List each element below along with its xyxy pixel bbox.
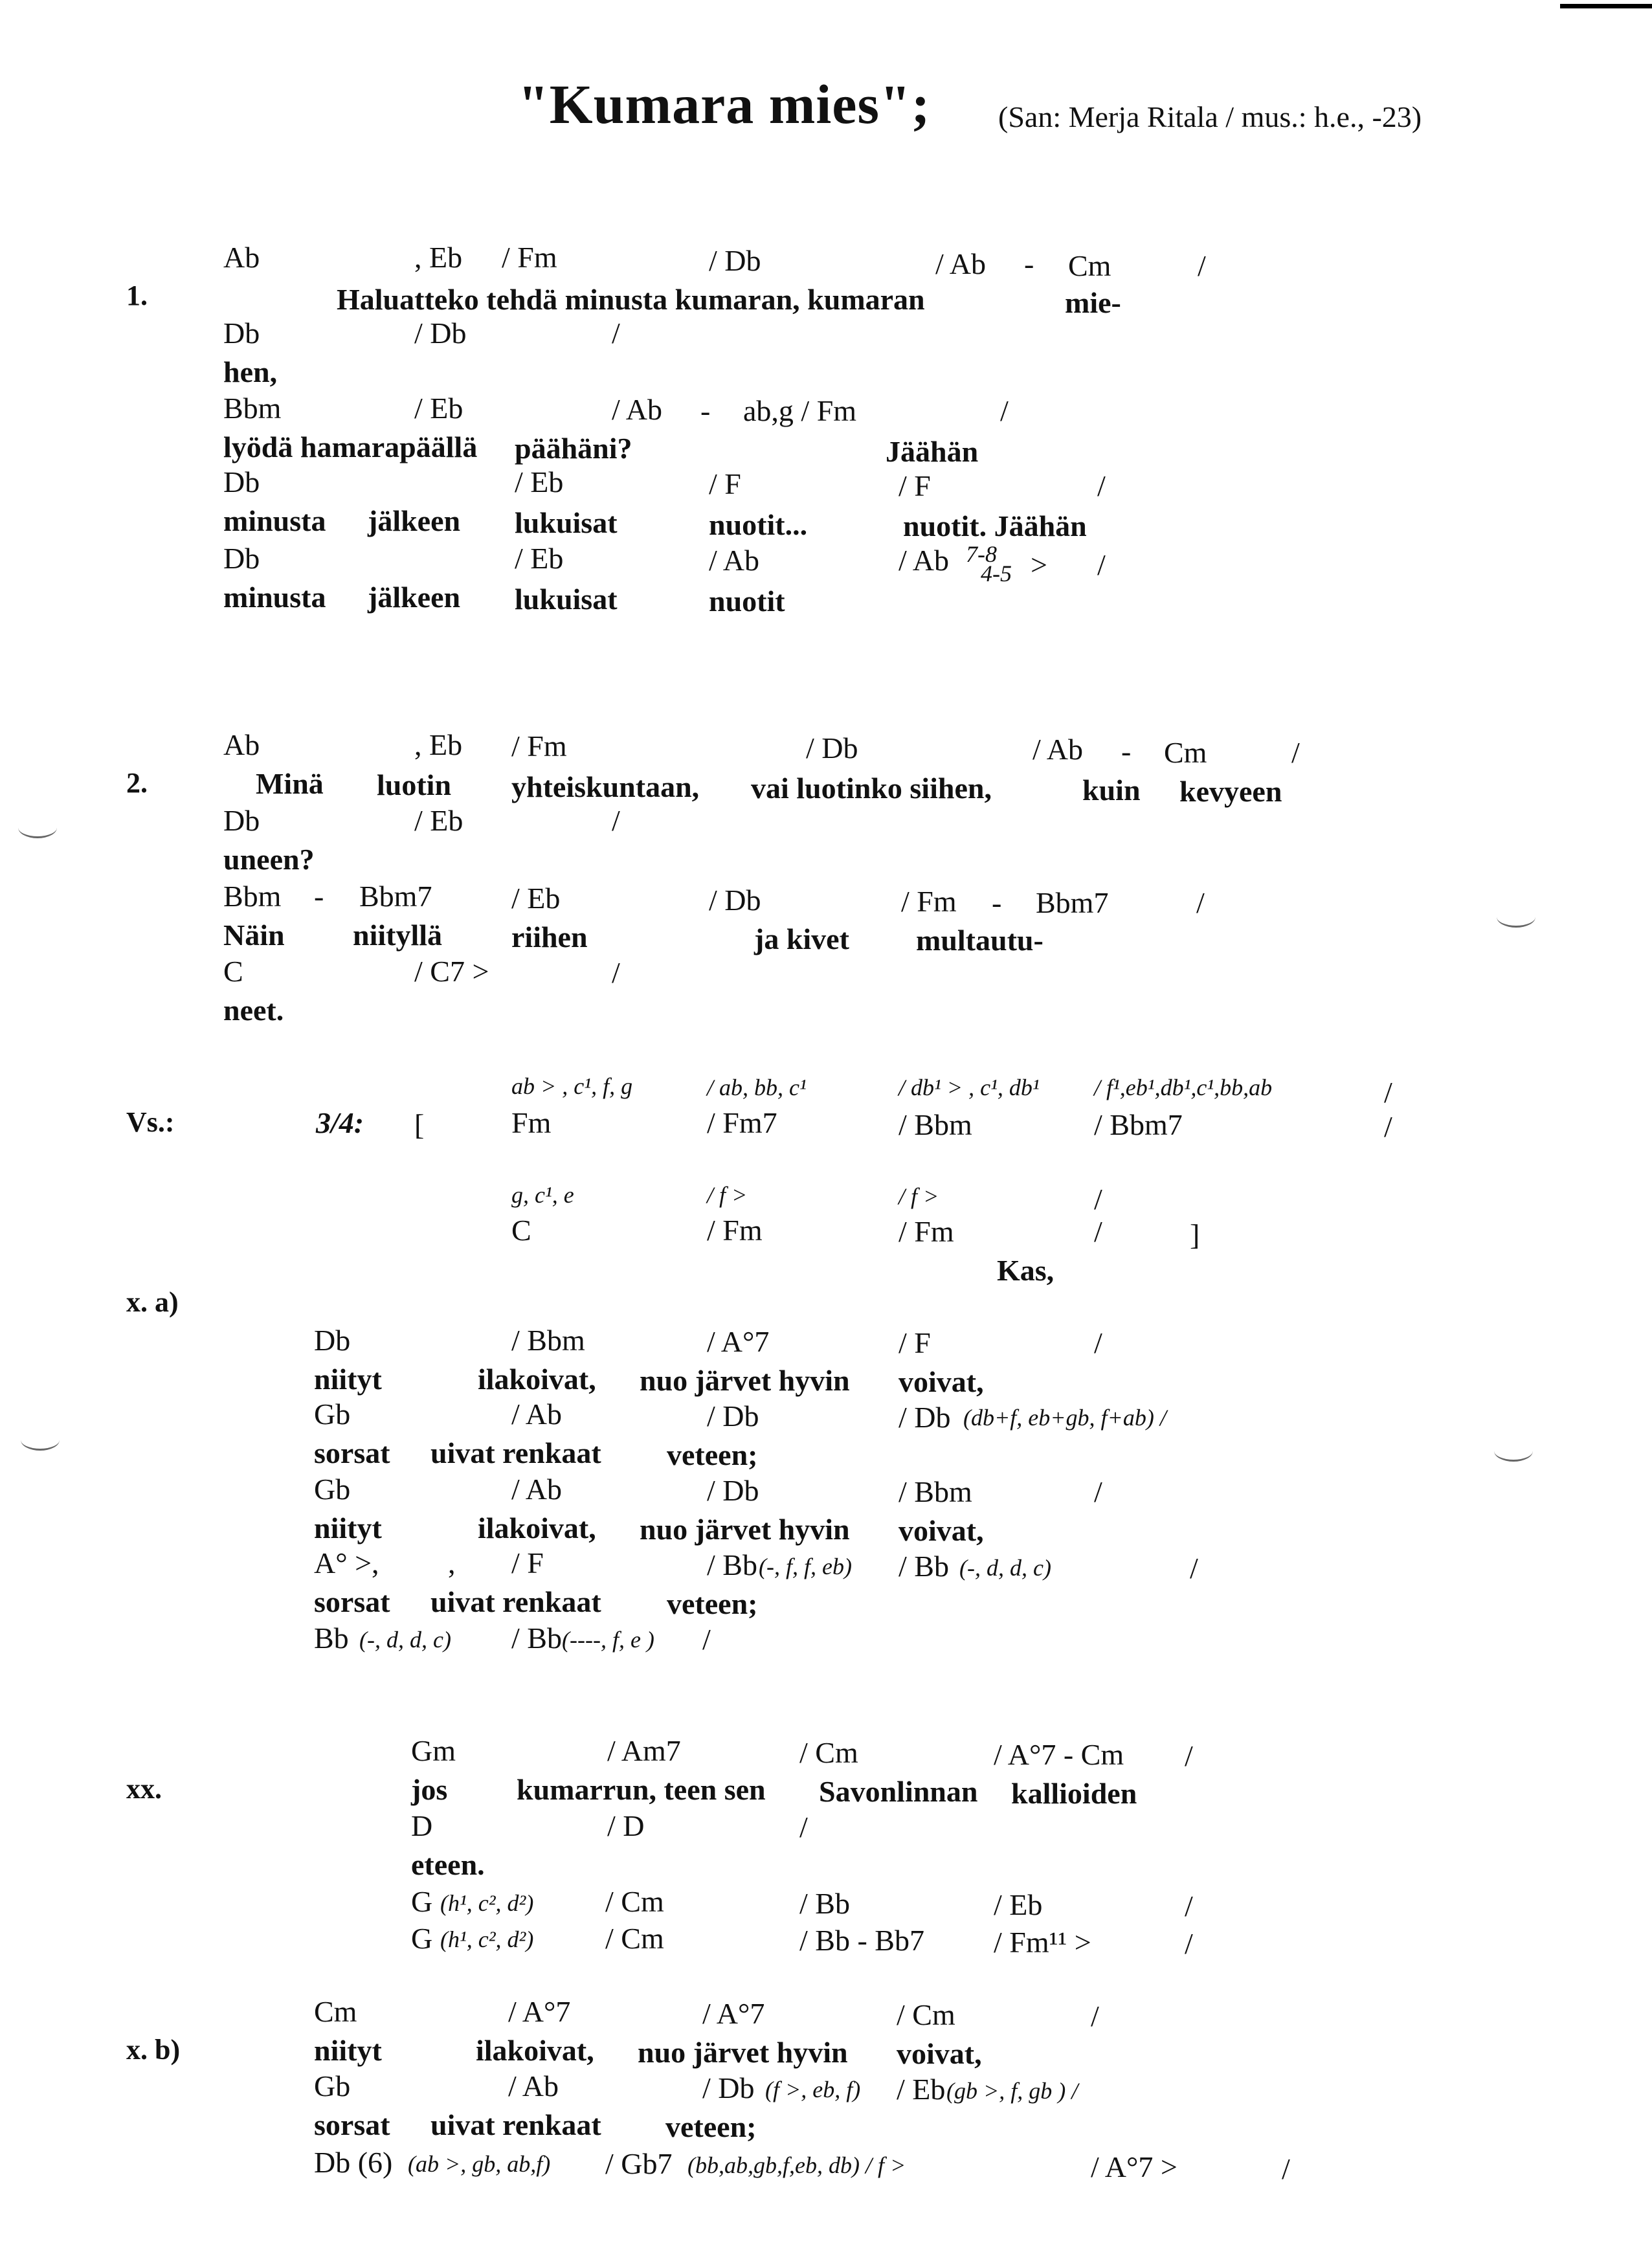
- chord-symbol: /: [1190, 1552, 1198, 1585]
- lyric-text: nuo järvet hyvin: [638, 2036, 848, 2069]
- punch-hole-mark: [1497, 906, 1535, 928]
- chord-symbol: >: [1031, 548, 1047, 581]
- melody-note: / f >: [899, 1183, 939, 1209]
- lyric-text: mie-: [1065, 286, 1121, 319]
- melody-note: 4-5: [981, 561, 1012, 586]
- chord-symbol: / Gb7: [605, 2147, 673, 2180]
- chord-symbol: / Bb: [899, 1550, 949, 1583]
- chord-symbol: ,: [448, 1546, 456, 1579]
- lyric-text: kevyeen: [1179, 775, 1282, 808]
- section-label: 1.: [126, 280, 148, 311]
- chord-symbol: / A°7 >: [1091, 2150, 1178, 2183]
- chord-symbol: Gb: [314, 2069, 351, 2102]
- chord-symbol: / Ab: [508, 2069, 559, 2102]
- lyric-text: lukuisat: [515, 506, 618, 539]
- chord-symbol: / Fm7: [707, 1106, 777, 1139]
- chord-symbol: Db: [223, 804, 260, 837]
- chord-symbol: ab,g / Fm: [743, 394, 857, 427]
- lyric-text: voivat,: [899, 1514, 984, 1547]
- lyric-text: minusta: [223, 504, 326, 537]
- chord-symbol: / Db: [709, 244, 761, 277]
- lyric-text: ilakoivat,: [476, 2034, 594, 2067]
- lyric-text: Jäähän: [886, 435, 979, 468]
- chord-symbol: / Ab: [612, 393, 662, 426]
- melody-note: g, c¹, e: [511, 1182, 574, 1208]
- chord-symbol: /: [1291, 736, 1300, 769]
- punch-hole-mark: [18, 817, 57, 838]
- lyric-text: uneen?: [223, 843, 315, 876]
- chord-symbol: / A°7: [707, 1325, 770, 1358]
- chord-symbol: Ab: [223, 241, 260, 274]
- lyric-text: minusta: [223, 581, 326, 614]
- chord-symbol: / Ab: [709, 544, 759, 577]
- lyric-text: voivat,: [897, 2037, 982, 2070]
- chord-symbol: /: [1094, 1326, 1102, 1359]
- chord-symbol: / Bbm: [511, 1324, 585, 1357]
- melody-note: 7-8: [966, 541, 997, 567]
- chord-symbol: / C7 >: [414, 955, 489, 988]
- chord-symbol: Bbm7: [1036, 886, 1109, 919]
- chord-symbol: /: [1196, 886, 1205, 919]
- lyric-text: jälkeen: [368, 581, 461, 614]
- scan-edge-mark: [1560, 4, 1652, 8]
- lyric-text: Haluatteko tehdä minusta kumaran, kumaran: [337, 283, 925, 316]
- chord-symbol: / Bbm: [899, 1108, 972, 1141]
- chord-symbol: / Db: [702, 2071, 755, 2104]
- chord-symbol: /: [1384, 1076, 1392, 1109]
- chord-symbol: 3/4:: [316, 1106, 364, 1139]
- chord-symbol: A° >,: [314, 1546, 379, 1579]
- chord-symbol: / Cm: [897, 1998, 955, 2031]
- lyric-text: niityt: [314, 1511, 382, 1544]
- chord-symbol: / Eb: [515, 542, 564, 575]
- chord-symbol: / Eb: [511, 882, 561, 915]
- chord-symbol: Bbm: [223, 392, 282, 425]
- chord-symbol: / Eb: [897, 2073, 946, 2106]
- melody-note: ab > , c¹, f, g: [511, 1073, 633, 1099]
- section-label: xx.: [126, 1773, 162, 1805]
- chord-symbol: /: [1094, 1215, 1102, 1248]
- lyric-text: luotin: [377, 768, 452, 801]
- melody-note: (bb,ab,gb,f,eb, db) / f >: [687, 2152, 906, 2178]
- chord-symbol: / D: [607, 1809, 645, 1842]
- chord-symbol: Db: [314, 1324, 351, 1357]
- chord-symbol: / Db: [709, 884, 761, 917]
- lyric-text: veteen;: [665, 2110, 757, 2143]
- chord-symbol: /: [1000, 394, 1009, 427]
- lyric-text: uivat renkaat: [430, 1436, 601, 1469]
- chord-symbol: [: [414, 1108, 425, 1141]
- chord-symbol: / Cm: [799, 1736, 858, 1769]
- chord-symbol: / Ab: [899, 544, 949, 577]
- lyric-text: uivat renkaat: [430, 2108, 601, 2141]
- chord-symbol: / A°7: [508, 1995, 571, 2028]
- melody-note: (f >, eb, f): [765, 2077, 861, 2102]
- lyric-text: neet.: [223, 994, 284, 1027]
- chord-symbol: / Cm: [605, 1885, 664, 1918]
- chord-symbol: /: [612, 317, 620, 350]
- chord-symbol: Bbm7: [359, 880, 432, 913]
- lyric-text: kallioiden: [1011, 1777, 1137, 1810]
- lyric-text: vai luotinko siihen,: [751, 772, 992, 805]
- song-credits: (San: Merja Ritala / mus.: h.e., -23): [998, 100, 1422, 133]
- chord-symbol: / Db: [899, 1401, 951, 1434]
- lyric-text: nuo järvet hyvin: [640, 1513, 850, 1546]
- punch-hole-mark: [21, 1429, 60, 1451]
- lyric-text: hen,: [223, 355, 278, 388]
- lyric-text: jälkeen: [368, 504, 461, 537]
- chord-symbol: / Bb: [707, 1548, 757, 1581]
- chord-symbol: ]: [1190, 1218, 1200, 1251]
- lyric-text: Savonlinnan: [819, 1775, 978, 1808]
- chord-symbol: /: [612, 804, 620, 837]
- lyric-text: nuo järvet hyvin: [640, 1364, 850, 1397]
- chord-symbol: C: [511, 1214, 531, 1247]
- chord-symbol: C: [223, 955, 243, 988]
- lyric-text: nuotit: [709, 585, 785, 618]
- melody-note: (----, f, e ): [562, 1627, 654, 1653]
- chord-symbol: / Db: [806, 731, 858, 764]
- lyric-text: veteen;: [667, 1587, 758, 1620]
- lyric-text: ilakoivat,: [478, 1511, 596, 1544]
- lyric-text: sorsat: [314, 2108, 390, 2141]
- chord-symbol: -: [992, 886, 1002, 919]
- chord-symbol: /: [702, 1623, 711, 1656]
- lyric-text: niityt: [314, 1363, 382, 1396]
- chord-symbol: Db: [223, 465, 260, 498]
- chord-symbol: /: [799, 1811, 808, 1844]
- chord-symbol: / Fm: [707, 1214, 763, 1247]
- lyric-text: Kas,: [997, 1254, 1055, 1287]
- lyric-text: veteen;: [667, 1438, 758, 1471]
- chord-symbol: Gb: [314, 1398, 351, 1431]
- chord-symbol: Cm: [314, 1995, 357, 2028]
- chord-symbol: / Fm¹¹ >: [994, 1926, 1091, 1959]
- chord-symbol: -: [1024, 247, 1034, 280]
- lyric-text: Näin: [223, 919, 285, 952]
- melody-note: (h¹, c², d²): [440, 1890, 534, 1916]
- chord-symbol: Bb: [314, 1622, 349, 1655]
- chord-symbol: / A°7 - Cm: [994, 1738, 1124, 1771]
- lyric-text: niityt: [314, 2034, 382, 2067]
- lyric-text: kuin: [1082, 774, 1141, 807]
- chord-symbol: D: [411, 1809, 433, 1842]
- chord-symbol: /: [1384, 1110, 1392, 1143]
- chord-symbol: Db: [223, 542, 260, 575]
- chord-symbol: / Bb: [799, 1887, 850, 1920]
- melody-note: (ab >, gb, ab,f): [408, 2151, 551, 2177]
- lyric-text: Minä: [256, 767, 324, 800]
- section-label: x. b): [126, 2034, 181, 2066]
- chord-symbol: / Eb: [515, 465, 564, 498]
- chord-symbol: /: [1094, 1475, 1102, 1508]
- chord-symbol: / Fm: [502, 241, 557, 274]
- section-label: Vs.:: [126, 1106, 175, 1138]
- chord-symbol: G: [411, 1922, 433, 1955]
- melody-note: (h¹, c², d²): [440, 1926, 534, 1952]
- melody-note: (gb >, f, gb ) /: [946, 2078, 1078, 2104]
- lyric-text: sorsat: [314, 1585, 390, 1618]
- chord-symbol: /: [1198, 249, 1206, 282]
- chord-symbol: / Fm: [901, 885, 957, 918]
- chord-symbol: / Cm: [605, 1922, 664, 1955]
- chord-symbol: / F: [899, 469, 931, 502]
- chord-symbol: , Eb: [414, 241, 463, 274]
- chord-symbol: -: [1121, 735, 1132, 768]
- lyric-text: nuotit...: [709, 508, 808, 541]
- chord-symbol: / Ab: [1032, 733, 1083, 766]
- chord-symbol: Cm: [1164, 736, 1207, 769]
- chord-symbol: / Eb: [414, 392, 463, 425]
- chord-symbol: Db (6): [314, 2146, 393, 2179]
- chord-symbol: /: [1282, 2152, 1290, 2185]
- chord-symbol: /: [1185, 1927, 1193, 1960]
- melody-note: (db+f, eb+gb, f+ab) /: [963, 1405, 1166, 1431]
- melody-note: (-, f, f, eb): [759, 1554, 852, 1579]
- chord-symbol: / Ab: [935, 247, 986, 280]
- melody-note: / f¹,eb¹,db¹,c¹,bb,ab: [1094, 1075, 1273, 1100]
- section-label: x. a): [126, 1286, 179, 1318]
- chord-symbol: / Fm: [899, 1215, 954, 1248]
- chord-symbol: /: [1097, 469, 1106, 502]
- song-title: "Kumara mies";: [518, 73, 931, 135]
- chord-symbol: Gm: [411, 1734, 456, 1767]
- chord-symbol: Gb: [314, 1473, 351, 1506]
- lyric-text: nuotit. Jäähän: [903, 509, 1087, 542]
- chord-symbol: /: [1094, 1183, 1102, 1216]
- chord-symbol: Cm: [1068, 249, 1111, 282]
- chord-symbol: / Eb: [994, 1888, 1043, 1921]
- chord-symbol: / Db: [707, 1474, 759, 1507]
- chord-symbol: -: [700, 394, 711, 427]
- chord-symbol: / Ab: [511, 1473, 562, 1506]
- chord-symbol: / F: [899, 1326, 931, 1359]
- chord-symbol: /: [1185, 1739, 1193, 1772]
- chord-symbol: G: [411, 1885, 433, 1918]
- lyric-text: jos: [411, 1773, 448, 1806]
- chord-symbol: / Bbm: [899, 1475, 972, 1508]
- chord-symbol: , Eb: [414, 728, 463, 761]
- chord-symbol: / Am7: [607, 1734, 681, 1767]
- lyric-text: ilakoivat,: [478, 1363, 596, 1396]
- chord-symbol: / Bb: [511, 1622, 562, 1655]
- melody-note: / db¹ > , c¹, db¹: [899, 1075, 1040, 1100]
- lyric-text: päähäni?: [515, 432, 632, 465]
- lyric-text: uivat renkaat: [430, 1585, 601, 1618]
- chord-symbol: / Db: [707, 1399, 759, 1432]
- chord-symbol: Ab: [223, 728, 260, 761]
- chord-symbol: / F: [511, 1546, 544, 1579]
- punch-hole-mark: [1494, 1440, 1533, 1462]
- chord-symbol: / A°7: [702, 1997, 765, 2030]
- lyric-text: lyödä hamarapäällä: [223, 430, 478, 463]
- lyric-text: kumarrun, teen sen: [517, 1773, 766, 1806]
- lyric-text: niityllä: [353, 919, 443, 952]
- chord-symbol: / Db: [414, 317, 467, 350]
- chord-symbol: /: [1097, 548, 1106, 581]
- melody-note: / f >: [707, 1182, 748, 1208]
- chord-symbol: /: [612, 956, 620, 989]
- chord-symbol: / F: [709, 467, 741, 500]
- lyric-text: voivat,: [899, 1365, 984, 1398]
- chord-symbol: / Fm: [511, 730, 567, 763]
- lyric-text: multautu-: [916, 924, 1044, 957]
- chord-symbol: -: [314, 880, 324, 913]
- lyric-text: yhteiskuntaan,: [511, 770, 700, 803]
- melody-note: (-, d, d, c): [359, 1627, 451, 1653]
- melody-note: (-, d, d, c): [959, 1555, 1051, 1581]
- lyric-text: sorsat: [314, 1436, 390, 1469]
- chord-symbol: Db: [223, 317, 260, 350]
- melody-note: / ab, bb, c¹: [707, 1075, 807, 1100]
- section-label: 2.: [126, 767, 148, 799]
- chord-symbol: / Bb - Bb7: [799, 1924, 924, 1957]
- lyric-text: eteen.: [411, 1848, 485, 1881]
- chord-symbol: Fm: [511, 1106, 552, 1139]
- lyric-text: lukuisat: [515, 583, 618, 616]
- chord-symbol: Bbm: [223, 880, 282, 913]
- lyric-text: riihen: [511, 920, 588, 953]
- chord-symbol: / Eb: [414, 804, 463, 837]
- chord-symbol: /: [1185, 1890, 1193, 1923]
- lyric-text: ja kivet: [754, 922, 849, 955]
- chord-symbol: /: [1091, 2000, 1099, 2033]
- chord-symbol: / Ab: [511, 1398, 562, 1431]
- chord-symbol: / Bbm7: [1094, 1108, 1183, 1141]
